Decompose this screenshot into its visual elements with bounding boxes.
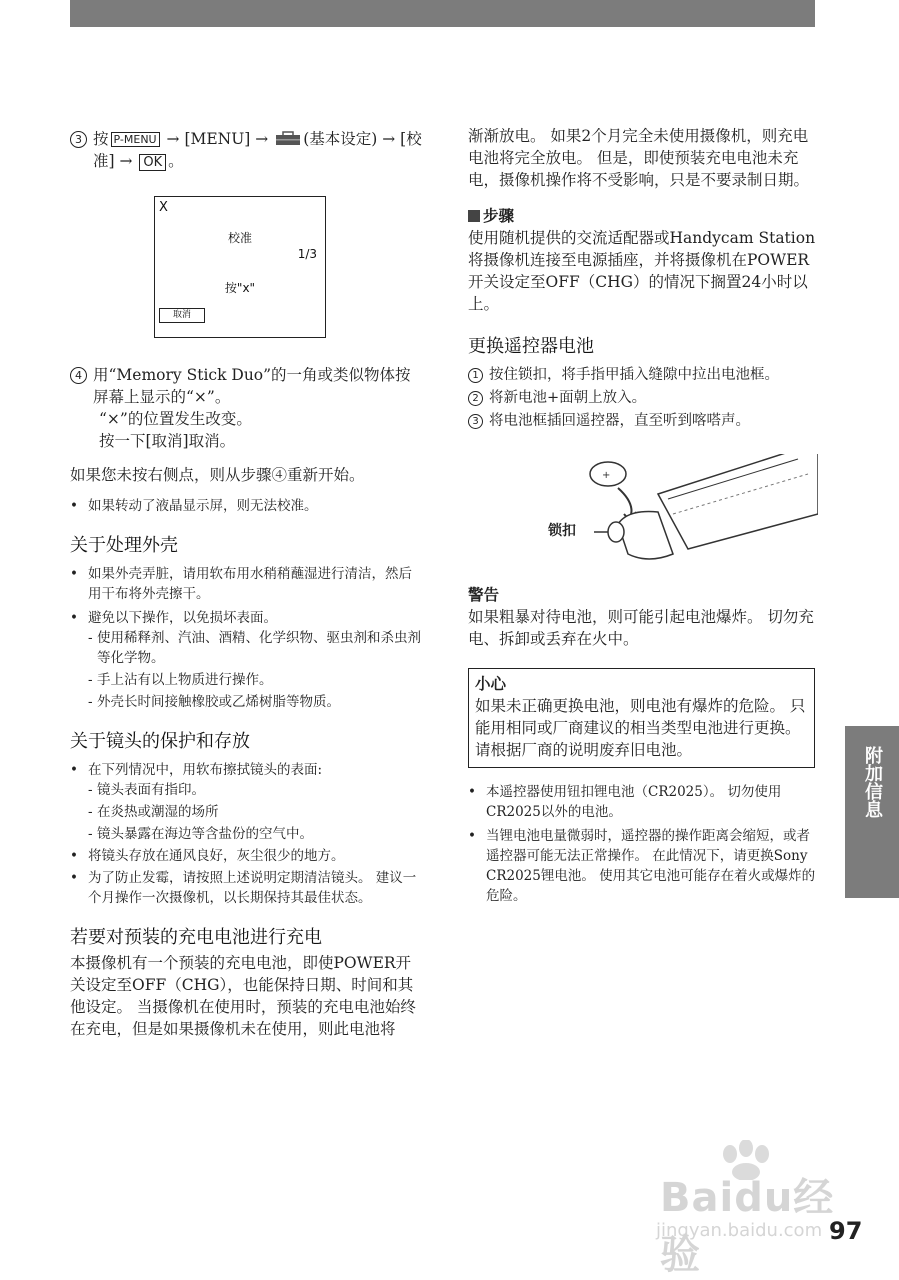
header-bar [70, 0, 815, 27]
calibration-screen [154, 196, 326, 338]
section-heading-lens: 关于镜头的保护和存放 [70, 731, 250, 752]
toolbox-icon [275, 131, 301, 146]
calibration-target: X [159, 200, 168, 215]
screen-instruction: 按"x" [224, 281, 256, 295]
step-3: 3 按 P-MENU → [MENU] → (基本设定) → [校准] → OK 。 [70, 128, 425, 172]
list-item: • 如果转动了液晶显示屏，则无法校准。 [70, 498, 318, 514]
list-item: • 将镜头存放在通风良好，灰尘很少的地方。 [70, 848, 345, 864]
ok-button-icon: OK [139, 154, 166, 171]
svg-text:+: + [602, 470, 611, 481]
right-column [468, 125, 818, 906]
watermark-brand: Baidu经验 [660, 1175, 835, 1278]
step-number: 3 [70, 131, 87, 148]
list-item: • 如果外壳弄脏，请用软布用水稍稍蘸湿进行清洁，然后用干布将外壳擦干。 [70, 566, 412, 602]
list-item: • 为了防止发霉，请按照上述说明定期清洁镜头。 建议一个月操作一次摄像机，以长期保持其最佳状态。 [70, 870, 417, 906]
warning-heading: 警告 [468, 586, 500, 604]
remote-step-3: 3 将电池框插回遥控器，直至听到喀嗒声。 [468, 411, 818, 432]
section-heading-battery: 若要对预装的充电电池进行充电 [70, 927, 322, 948]
remote-step-2: 2 将新电池+面朝上放入。 [468, 388, 818, 409]
list-item: • 本遥控器使用钮扣锂电池（CR2025）。 切勿使用CR2025以外的电池。 [468, 784, 782, 820]
battery-body-cont: 渐渐放电。 如果2个月完全未使用摄像机，则充电电池将完全放电。 但是，即使预装充电电池未充电，摄像机操作将不受影响，只是不要录制日期。 [468, 127, 810, 189]
sub-item: - 在炎热或潮湿的场所 [88, 804, 219, 820]
p-menu-key: P-MENU [111, 132, 160, 147]
list-item: • 当锂电池电量微弱时，遥控器的操作距离会缩短，或者遥控器可能无法正常操作。 在此情况下，请更换Sony CR2025锂电池。 使用其它电池可能存在着火或爆炸的危险。 [468, 828, 816, 904]
page-number: 97 [829, 1217, 863, 1245]
side-tab: 附加信息 [845, 726, 899, 898]
steps-heading: 步骤 [468, 205, 818, 227]
section-heading-remote: 更换遥控器电池 [468, 336, 594, 357]
screen-page-indicator: 1/3 [297, 247, 317, 261]
sub-item: - 外壳长时间接触橡胶或乙烯树脂等物质。 [88, 694, 340, 710]
screen-title: 校准 [227, 231, 252, 245]
section-heading-case: 关于处理外壳 [70, 535, 178, 556]
sub-item: - 使用稀释剂、汽油、酒精、化学织物、驱虫剂和杀虫剂等化学物。 [88, 630, 421, 666]
caution-box [468, 668, 815, 768]
remote-step-1: 1 按住锁扣，将手指甲插入缝隙中拉出电池框。 [468, 365, 818, 386]
caution-body-2: 请根据厂商的说明废弃旧电池。 [475, 741, 693, 759]
sub-item: - 镜头暴露在海边等含盐份的空气中。 [88, 826, 313, 842]
caution-body: 如果未正确更换电池，则电池有爆炸的危险。 只能用相同或厂商建议的相当类型电池进行更换。 [475, 697, 806, 737]
watermark-url: jingyan.baidu.com [656, 1220, 823, 1241]
sub-item: - 镜头表面有指印。 [88, 782, 205, 798]
list-item: • 在下列情况中，用软布擦拭镜头的表面: [70, 762, 323, 778]
battery-body: 本摄像机有一个预装的充电电池，即使POWER开关设定至OFF（CHG），也能保持日期、时间和其他设定。 当摄像机在使用时，预装的充电电池始终在充电，但是如果摄像机未在使用，则此电池将 [70, 954, 416, 1038]
steps-body: 使用随机提供的交流适配器或Handycam Station将摄像机连接至电源插座，并将摄像机在POWER开关设定至OFF（CHG）的情况下搁置24小时以上。 [468, 229, 816, 313]
remote-control-icon [468, 454, 818, 574]
retry-text: 如果您未按右侧点，则从步骤④重新开始。 [70, 466, 365, 484]
left-column [70, 128, 425, 1040]
sub-item: - 手上沾有以上物质进行操作。 [88, 672, 273, 688]
lock-label: 锁扣 [548, 523, 576, 539]
warning-body: 如果粗暴对待电池，则可能引起电池爆炸。 切勿充电、拆卸或丢弃在火中。 [468, 608, 814, 648]
step-number: 4 [70, 367, 87, 384]
caution-heading: 小心 [475, 675, 507, 693]
step-4: 4 用“Memory Stick Duo”的一角或类似物体按屏幕上显示的“×”。 “×”的位置发生改变。 按一下[取消]取消。 [70, 364, 425, 452]
remote-battery-illustration [468, 454, 818, 574]
screen-cancel-button: 取消 [159, 308, 205, 323]
square-bullet-icon [468, 210, 480, 222]
list-item: • 避免以下操作，以免损坏表面。 [70, 610, 277, 626]
